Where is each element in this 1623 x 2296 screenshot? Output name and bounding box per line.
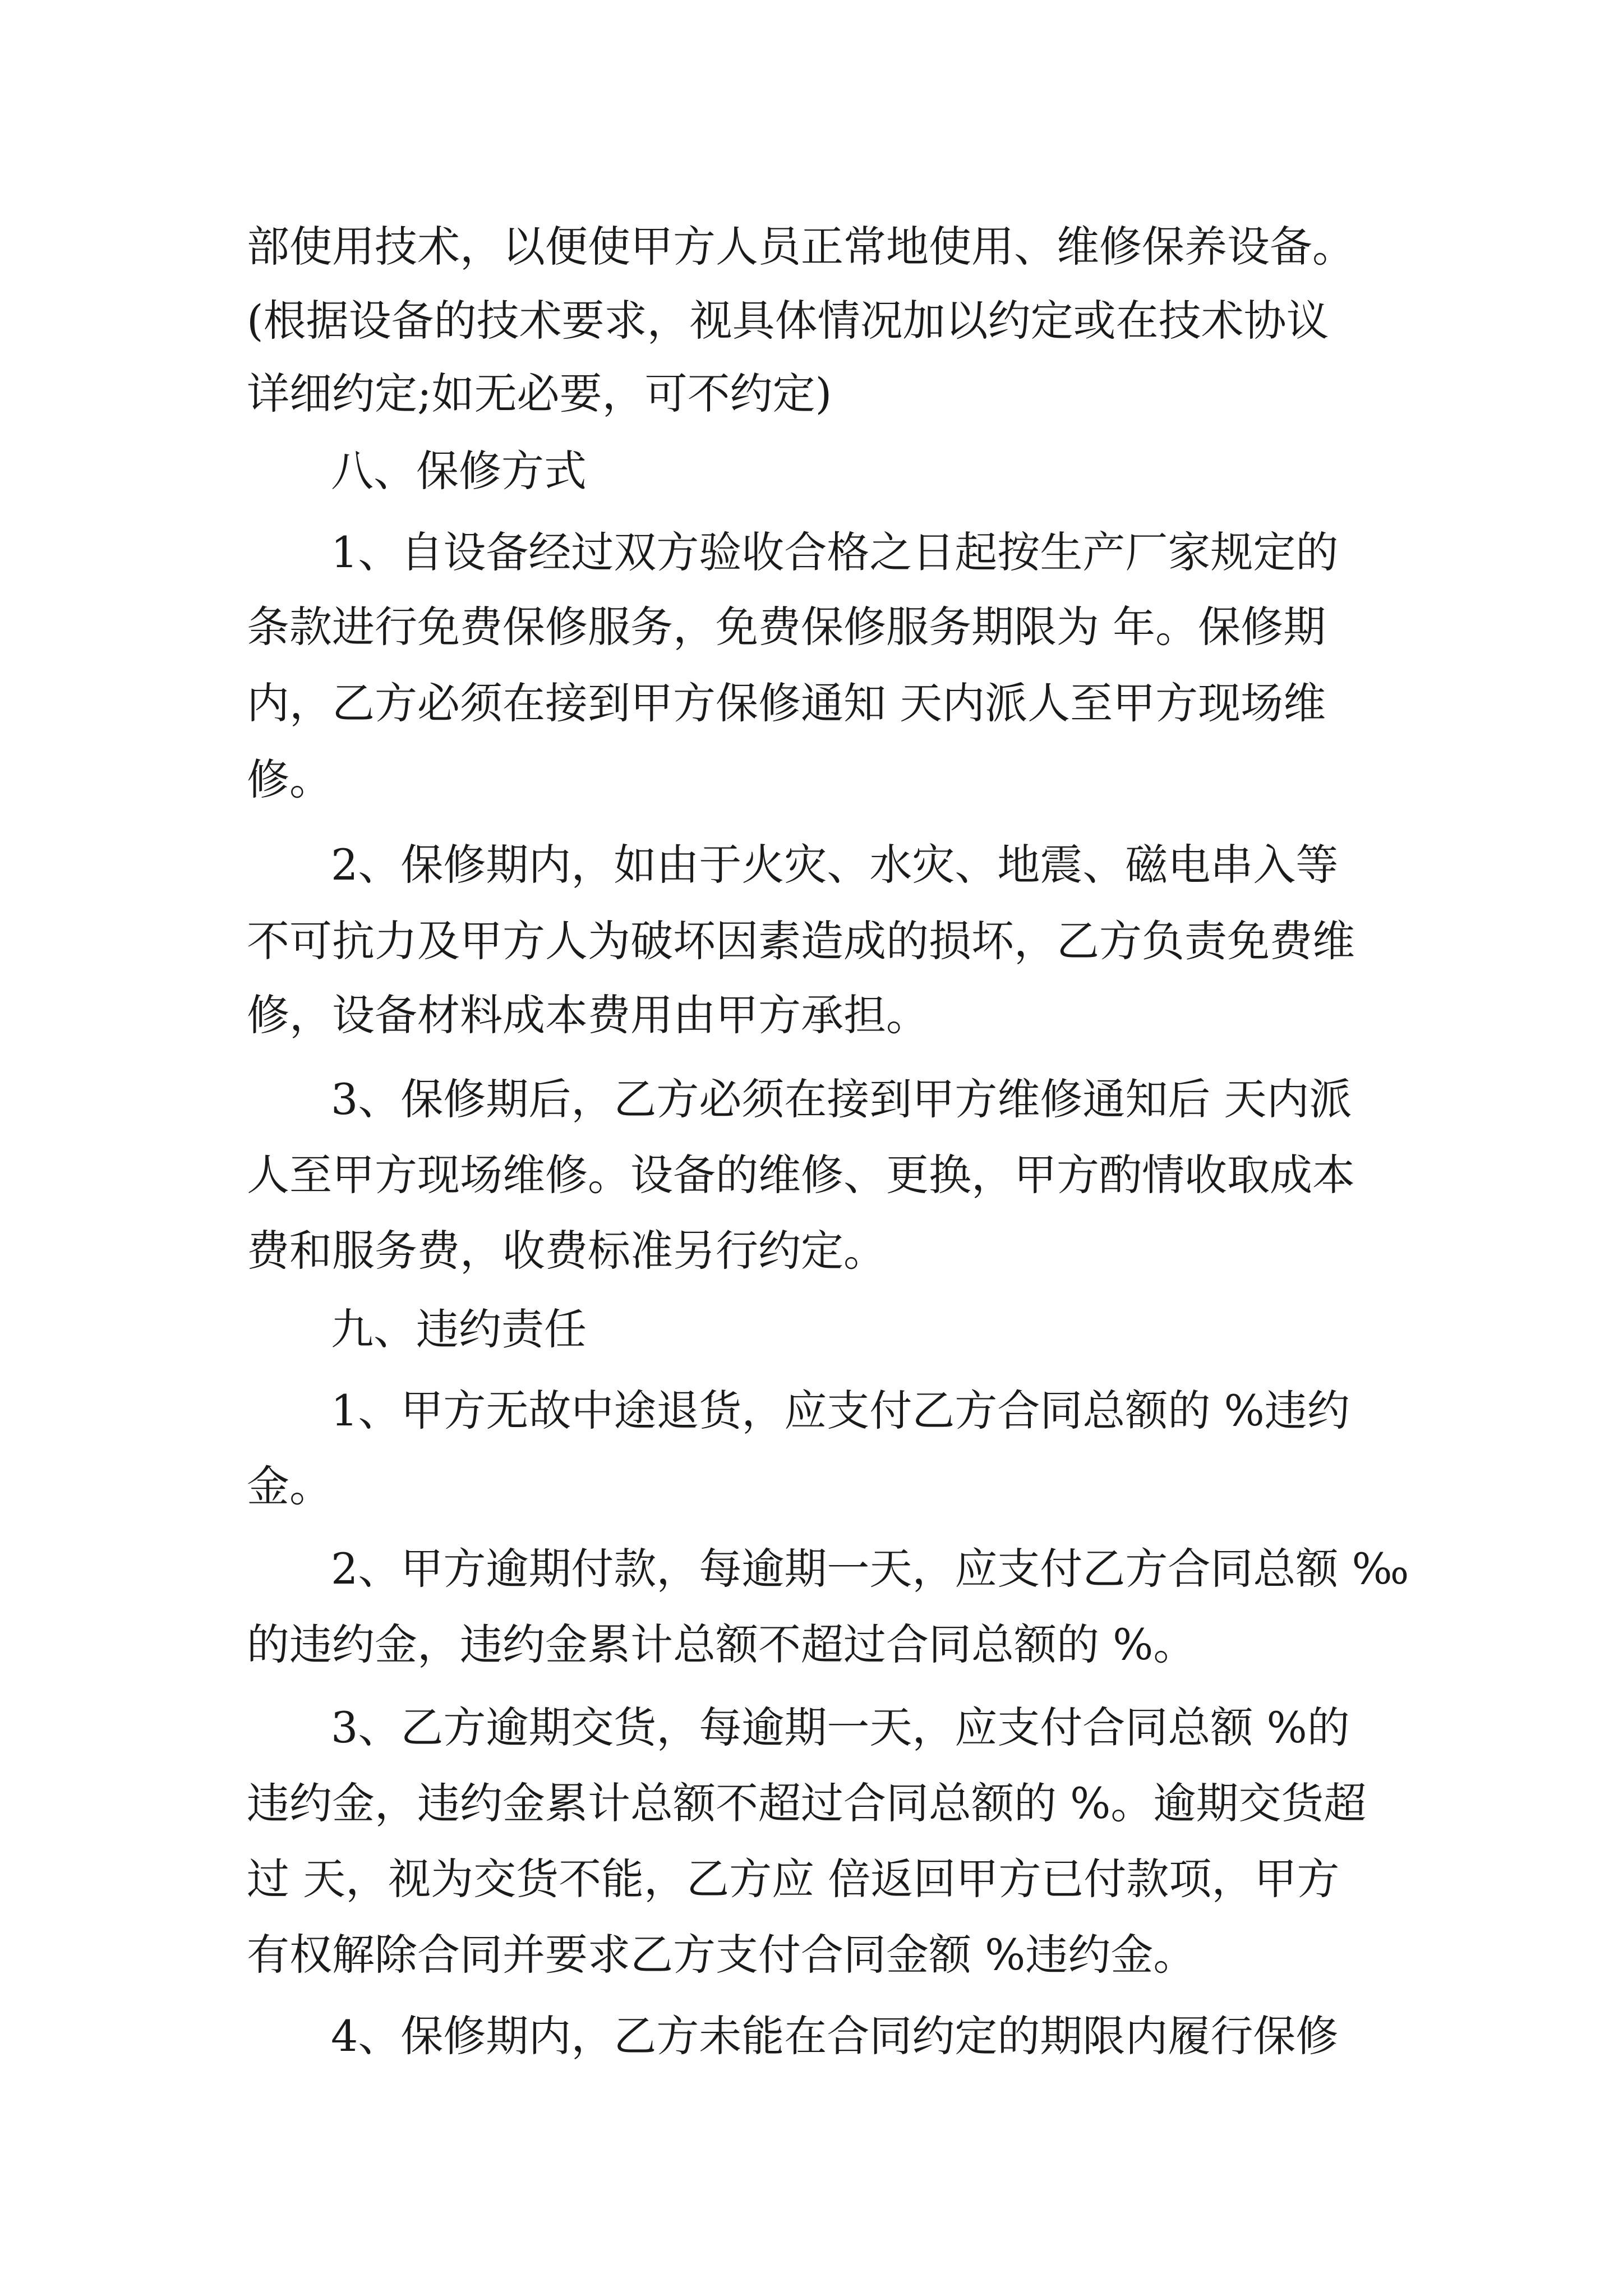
body-text (247, 0, 1409, 2296)
text-line: (根据设备的技术要求，视具体情况加以约定或在技术协议 (247, 296, 1329, 346)
text-line: 修。 (247, 754, 332, 804)
text-line: 不可抗力及甲方人为破坏因素造成的损坏，乙方负责免费维 (247, 916, 1355, 966)
text-line: 部使用技术，以便使甲方人员正常地使用、维修保养设备。 (247, 222, 1355, 272)
text-line: 修，设备材料成本费用由甲方承担。 (247, 990, 929, 1040)
text-line: 的违约金，违约金累计总额不超过合同总额的 %。 (247, 1619, 1196, 1669)
text-line: 2、甲方逾期付款，每逾期一天，应支付乙方合同总额 ‰ (331, 1544, 1409, 1594)
text-line: 1、自设备经过双方验收合格之日起按生产厂家规定的 (331, 527, 1339, 577)
text-line: 3、保修期后，乙方必须在接到甲方维修通知后 天内派 (331, 1074, 1352, 1124)
text-line: 内，乙方必须在接到甲方保修通知 天内派人至甲方现场维 (247, 678, 1326, 728)
text-line: 3、乙方逾期交货，每逾期一天，应支付合同总额 %的 (331, 1703, 1350, 1752)
text-line: 2、保修期内，如由于火灾、水灾、地震、磁电串入等 (331, 840, 1339, 890)
text-line: 详细约定;如无必要，可不约定) (247, 369, 832, 418)
text-line: 金。 (247, 1461, 332, 1511)
text-line: 1、甲方无故中途退货，应支付乙方合同总额的 %违约 (331, 1386, 1350, 1435)
text-line: 人至甲方现场维修。设备的维修、更换，甲方酌情收取成本 (247, 1150, 1355, 1200)
section-heading: 九、违约责任 (331, 1304, 587, 1354)
text-line: 过 天，视为交货不能，乙方应 倍返回甲方已付款项，甲方 (247, 1854, 1340, 1904)
text-line: 违约金，违约金累计总额不超过合同总额的 %。逾期交货超 (247, 1778, 1367, 1828)
text-line: 有权解除合同并要求乙方支付合同金额 %违约金。 (247, 1930, 1196, 1980)
section-heading: 八、保修方式 (331, 446, 587, 496)
text-line: 费和服务费，收费标准另行约定。 (247, 1226, 886, 1276)
text-line: 4、保修期内，乙方未能在合同约定的期限内履行保修 (331, 2011, 1339, 2061)
text-line: 条款进行免费保修服务，免费保修服务期限为 年。保修期 (247, 602, 1326, 652)
